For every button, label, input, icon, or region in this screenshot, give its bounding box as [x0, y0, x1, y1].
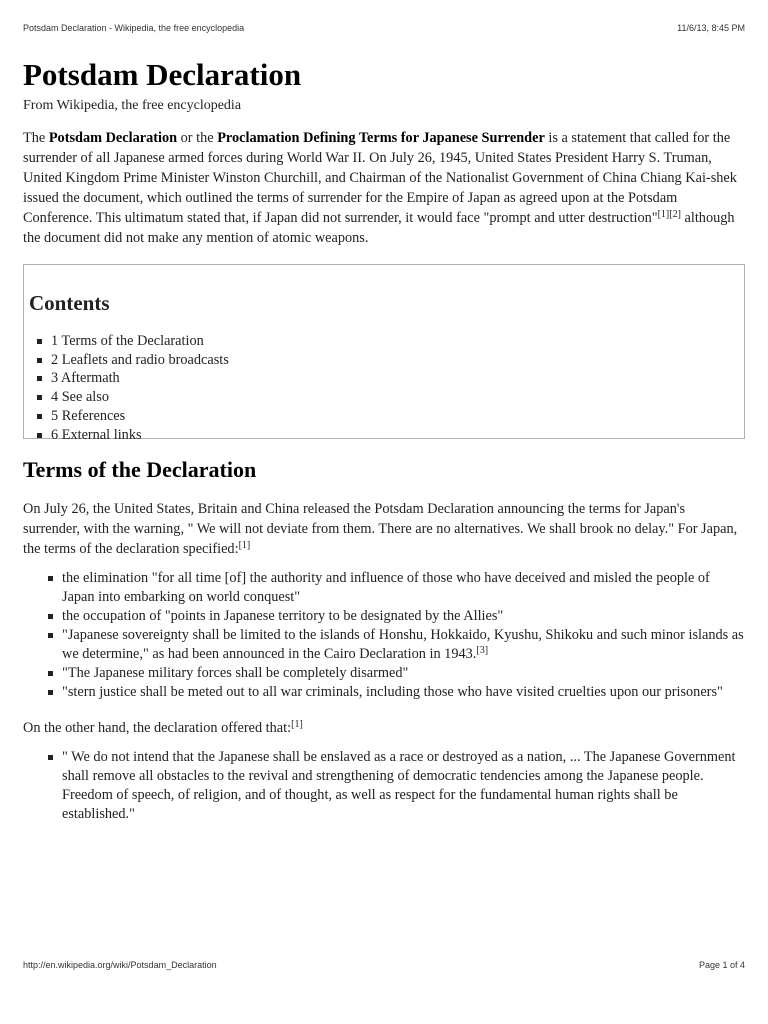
print-footer-url: http://en.wikipedia.org/wiki/Potsdam_Declaration: [23, 960, 217, 970]
toc-item[interactable]: 6 External links: [51, 426, 744, 445]
offer-intro-text: On the other hand, the declaration offered that:: [23, 720, 292, 736]
print-header: [23, 23, 745, 33]
list-item: " We do not intend that the Japanese shall be enslaved as a race or destroyed as a nation, ... The Japanese Government shall remove all obstacles to the revival and strengthening of democratic tendencies among the Japanese people. Freedom of speech, of religion, and of thought, as well as respect for the fundamental human rights shall be established.": [62, 748, 745, 824]
citation-ref-1[interactable]: [1]: [291, 719, 303, 730]
bold-term-potsdam-declaration: Potsdam Declaration: [48, 130, 178, 146]
intro-text: is a statement that called for the surrender of all Japanese armed forces during World War II. On July 26, 1945, United States President Harry S. Truman, United Kingdom Prime Minister Winston Churchill, and Chairman of the Nationalist Government of China Chiang Kai-shek issued the document, which outlined the terms of surrender for the Empire of Japan as agreed upon at the Potsdam Conference. This ultimatum stated that, if Japan did not surrender, it would face "prompt and utter destruction": [23, 130, 737, 226]
intro-text: although the document did not make any mention of atomic weapons.: [23, 210, 735, 246]
list-item: [62, 626, 745, 664]
terms-intro-text: On July 26, the United States, Britain and China released the Potsdam Declaration announcing the terms for Japan's surrender, with the warning, " We will not deviate from them. There are no alternatives. We shall brook no delay." For Japan, the terms of the declaration specified:: [23, 501, 738, 557]
toc-item[interactable]: 5 References: [51, 407, 744, 426]
toc-title: Contents: [29, 291, 110, 315]
section-heading-terms: Terms of the Declaration: [23, 457, 257, 482]
list-item: [62, 683, 745, 702]
bold-term-proclamation: Proclamation Defining Terms for Japanese Surrender: [217, 130, 545, 146]
citation-ref[interactable]: [3]: [476, 645, 489, 656]
toc-item[interactable]: 1 Terms of the Declaration: [51, 332, 744, 351]
terms-intro-paragraph: [23, 499, 745, 559]
list-item: [62, 607, 745, 626]
intro-paragraph: [23, 128, 745, 248]
print-footer-page: Page 1 of 4: [698, 960, 745, 970]
toc-item[interactable]: 2 Leaflets and radio broadcasts: [51, 351, 744, 370]
terms-list: [23, 569, 745, 702]
table-of-contents: [23, 264, 745, 443]
citation-ref-1[interactable]: [1]: [238, 540, 251, 551]
intro-text: The: [23, 130, 46, 146]
toc-list: [29, 332, 744, 444]
print-header-datetime: 11/6/13, 8:45 PM: [677, 23, 745, 33]
list-item-text: the elimination "for all time [of] the authority and influence of those who have deceived and misled the people of Japan into embarking on world conquest": [62, 570, 710, 605]
list-item: [62, 664, 745, 683]
toc-item[interactable]: 4 See also: [51, 388, 744, 407]
page-title: Potsdam Declaration: [23, 57, 302, 92]
toc-item[interactable]: 3 Aftermath: [51, 369, 744, 388]
list-item: [62, 569, 745, 607]
list-item-text: "Japanese sovereignty shall be limited to the islands of Honshu, Hokkaido, Kyushu, Shikoku and such minor islands as we determine," as had been announced in the Cairo Declaration in 1943.: [62, 627, 744, 662]
offer-list: [23, 748, 745, 824]
list-item-text: the occupation of "points in Japanese territory to be designated by the Allies": [62, 608, 504, 624]
print-header-title: Potsdam Declaration - Wikipedia, the free encyclopedia: [23, 23, 245, 33]
list-item-text: "stern justice shall be meted out to all war criminals, including those who have visited cruelties upon our prisoners": [62, 684, 723, 700]
intro-text: or the: [180, 130, 214, 146]
list-item-text: "The Japanese military forces shall be completely disarmed": [62, 665, 409, 681]
tagline: From Wikipedia, the free encyclopedia: [23, 98, 242, 113]
print-footer: [23, 960, 745, 970]
citation-ref-2[interactable]: [2]: [669, 209, 681, 220]
citation-ref-1[interactable]: [1]: [657, 209, 670, 220]
offer-intro-paragraph: [23, 718, 745, 738]
article-content: [23, 52, 745, 824]
